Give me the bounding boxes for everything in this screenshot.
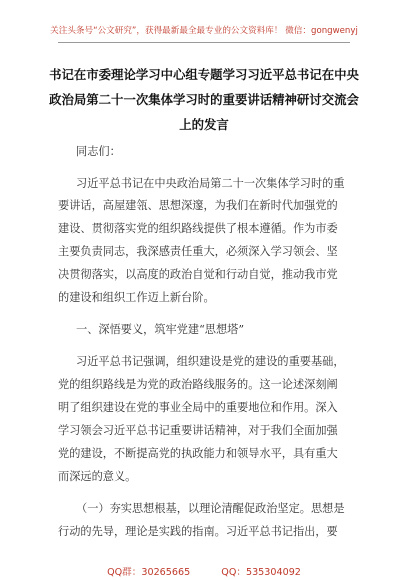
- subsection-line: （一）夯实思想根基，以理论清醒促政治坚定。思想是: [76, 502, 345, 515]
- body-line: 习近平总书记强调，组织建设是党的建设的重要基础，: [76, 355, 345, 368]
- title-line: 政治局第二十一次集体学习时的重要讲话精神研讨交流会: [49, 92, 359, 107]
- body-line: 决贯彻落实，以高度的政治自觉和行动自觉，推动我市党: [58, 268, 338, 281]
- body-line: 明了组织建设在党的事业全局中的重要地位和作用。深入: [58, 401, 338, 414]
- body-line: 学习领会习近平总书记重要讲话精神，对于我们全面加强: [58, 424, 338, 437]
- header-banner: 关注头条号“公文研究”，获得最新最全最专业的公文资料库！ 微信：gongwenyj: [50, 26, 358, 36]
- body-line: 习近平总书记在中央政治局第二十一次集体学习时的重: [76, 177, 345, 190]
- qq-number-text: QQ：535304092: [221, 567, 301, 578]
- body-line: 党的建设，不断提高党的执政能力和领导水平，具有重大: [58, 447, 338, 460]
- title-line: 上的发言: [179, 117, 229, 132]
- footer-contact: [0, 564, 408, 578]
- title-line: 书记在市委理论学习中心组专题学习习近平总书记在中央: [49, 67, 359, 82]
- salutation: 同志们：: [76, 145, 121, 158]
- document-title: [46, 62, 362, 137]
- body-line: 行动的先导，理论是实践的指南。习近平总书记指出，要: [58, 525, 338, 538]
- body-line: 要讲话，高屋建瓴、思想深邃，为我们在新时代加强党的: [58, 199, 338, 212]
- body-line: 的建设和组织工作迈上新台阶。: [58, 291, 215, 304]
- header-divider: [58, 42, 350, 43]
- body-line: 主要负责同志，我深感责任重大，必须深入学习领会、坚: [58, 245, 338, 258]
- qq-group-text: QQ群：30265665: [107, 567, 191, 578]
- body-line: 建设、贯彻落实党的组织路线提供了根本遵循。作为市委: [58, 222, 338, 235]
- body-line: 而深远的意义。: [58, 470, 137, 483]
- section-heading: 一、深悟要义，筑牢党建“思想塔”: [76, 323, 245, 336]
- body-line: 党的组织路线是为党的政治路线服务的。这一论述深刻阐: [58, 378, 338, 391]
